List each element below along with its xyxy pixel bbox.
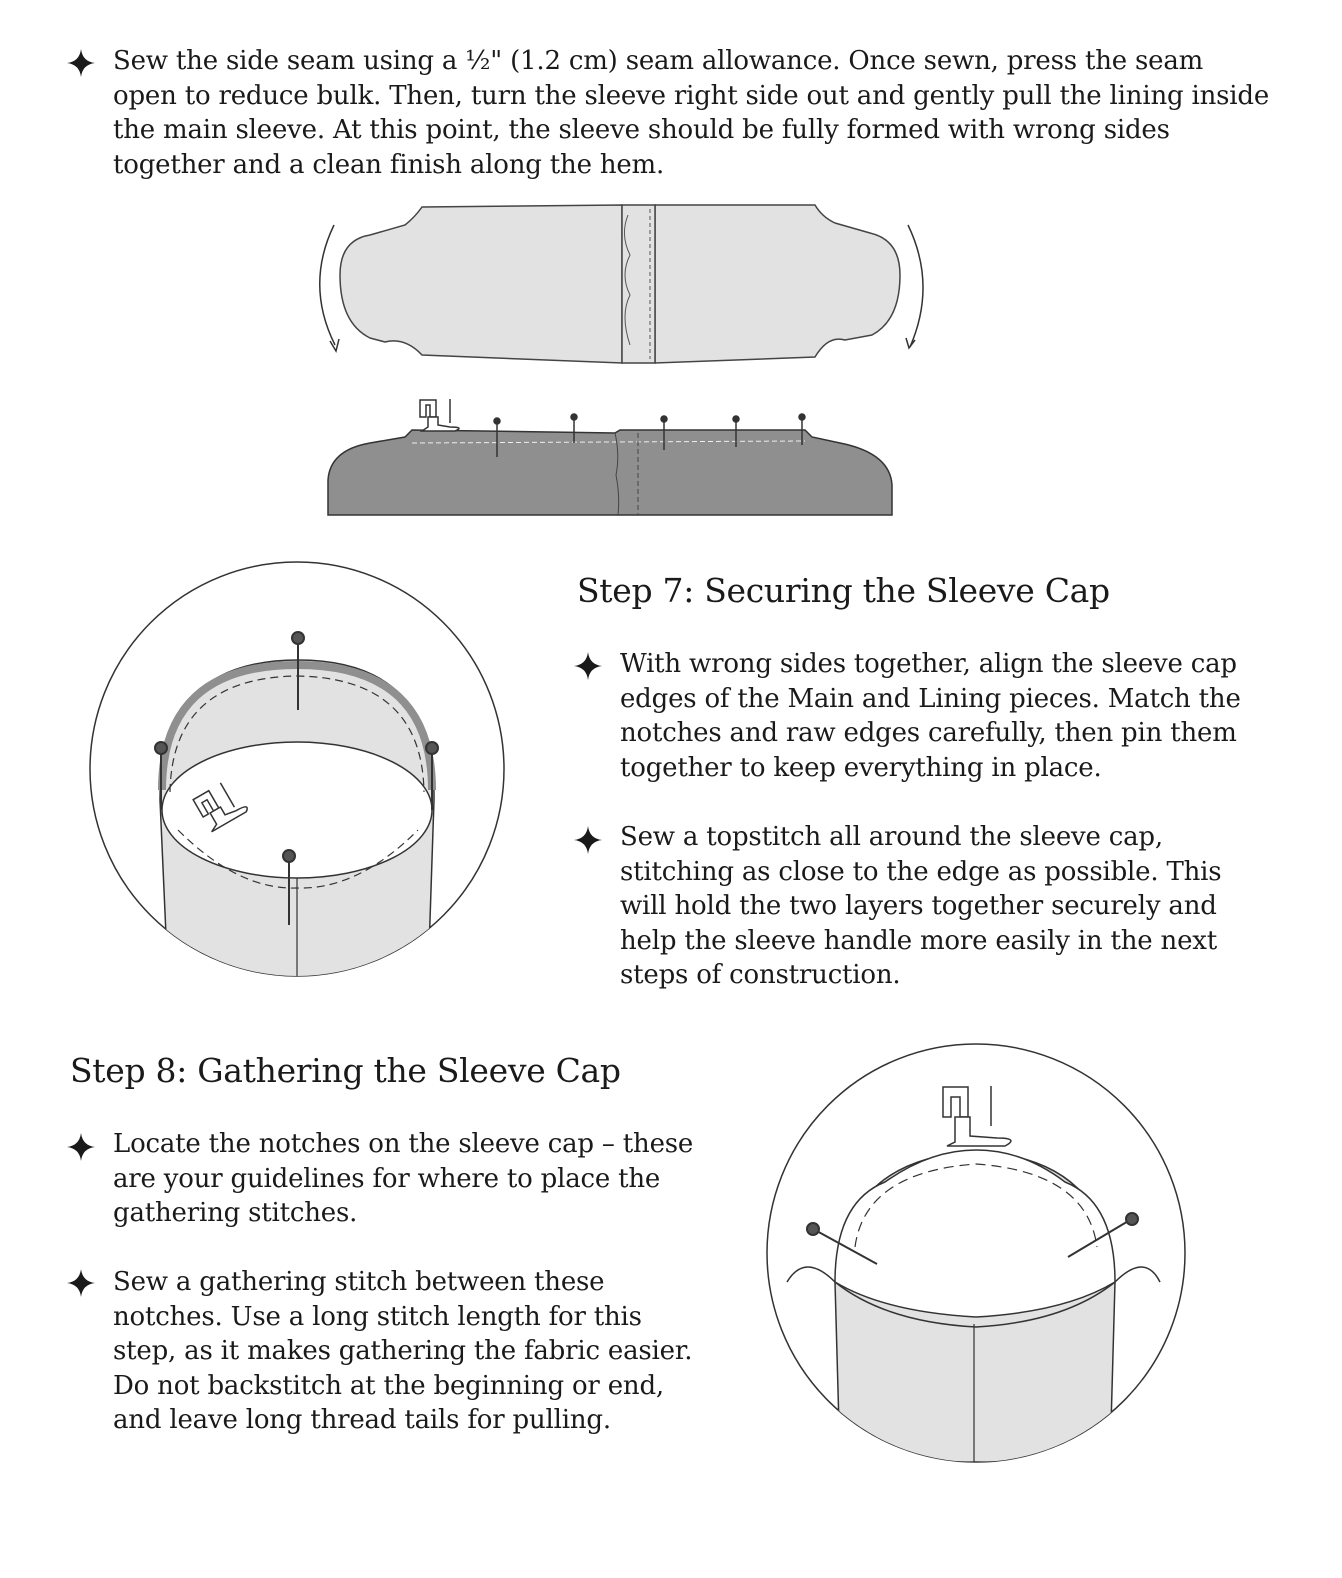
step7-title: Step 7: Securing the Sleeve Cap bbox=[577, 571, 1110, 610]
rotate-arrow-icon bbox=[906, 225, 923, 348]
step8-title: Step 8: Gathering the Sleeve Cap bbox=[70, 1051, 621, 1090]
four-point-star-icon bbox=[66, 1268, 96, 1298]
step7-bullet-2: Sew a topstitch all around the sleeve cap, stitching as close to the edge as possible. This will hold the two layers together securely and help the sleeve handle more easily in the next steps of construction. bbox=[620, 822, 1222, 990]
sewing-machine-foot-icon bbox=[420, 399, 459, 431]
sleeve-sewing-illustration bbox=[300, 195, 940, 525]
four-point-star-icon bbox=[573, 651, 603, 681]
intro-paragraph: Sew the side seam using a ½" (1.2 cm) seam allowance. Once sewn, press the seam open to reduce bulk. Then, turn the sleeve right side out and gently pull the lining inside the main sleeve. At this point, the sleeve should be fully formed with wrong sides together and a clean finish along the hem. bbox=[113, 46, 1270, 180]
rotate-arrow-icon bbox=[320, 225, 339, 351]
step7-bullet-1: With wrong sides together, align the sleeve cap edges of the Main and Lining pieces. Match the notches and raw edges carefully, then pin them together to keep everything in place. bbox=[620, 649, 1241, 783]
step8-gathering-illustration bbox=[765, 1042, 1187, 1464]
four-point-star-icon bbox=[66, 1132, 96, 1162]
four-point-star-icon bbox=[573, 825, 603, 855]
sleeve-flat-shape bbox=[340, 205, 900, 363]
step8-bullet-2: Sew a gathering stitch between these notches. Use a long stitch length for this step, as it makes gathering the fabric easier. Do not backstitch at the beginning or end, and leave long thread tails for pulling. bbox=[113, 1267, 693, 1435]
step7-sleeve-cap-illustration bbox=[88, 560, 506, 978]
four-point-star-icon bbox=[66, 48, 96, 78]
step8-bullet-1: Locate the notches on the sleeve cap – these are your guidelines for where to place the gathering stitches. bbox=[113, 1129, 694, 1228]
sleeve-pinned-shape bbox=[328, 430, 892, 515]
